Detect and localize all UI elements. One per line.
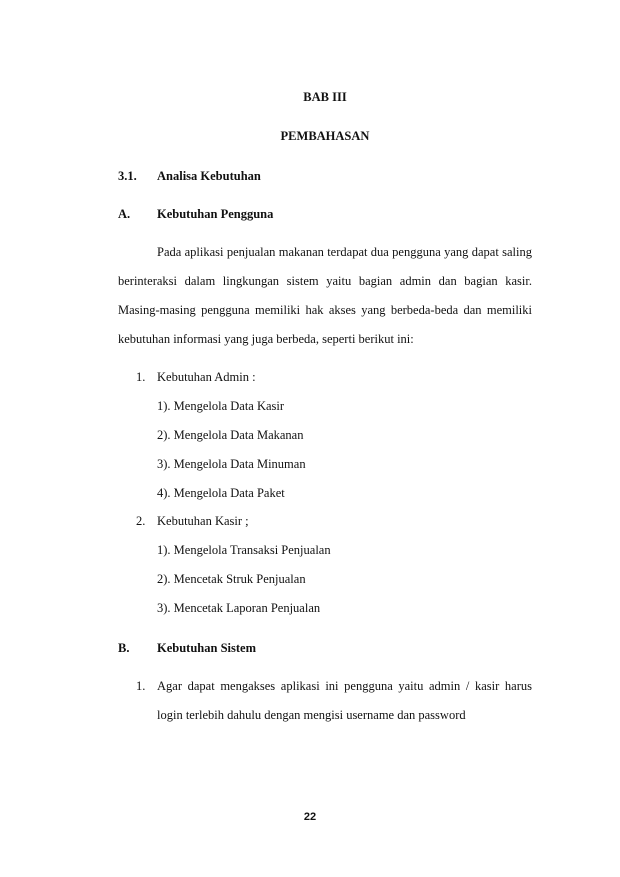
chapter-label: BAB III [303,90,347,104]
paragraph-line: Masing-masing pengguna memiliki hak akses yang berbeda-beda dan memiliki [118,303,532,317]
subsection-heading: Kebutuhan Pengguna [157,207,274,221]
list-number: 1. [136,679,146,693]
paragraph-line: Pada aplikasi penjualan makanan terdapat dua pengguna yang dapat saling [157,245,532,259]
list-label: Kebutuhan Admin : [157,370,256,384]
list-item: 1). Mengelola Data Kasir [157,399,285,413]
list-label: Kebutuhan Kasir ; [157,514,249,528]
subsection-letter: A. [118,207,131,221]
list-item: 2). Mencetak Struk Penjualan [157,572,306,586]
section-heading: Analisa Kebutuhan [157,169,261,183]
paragraph-line: kebutuhan informasi yang juga berbeda, seperti berikut ini: [118,332,414,346]
list-number: 1. [136,370,146,384]
section-number: 3.1. [118,169,137,183]
list-item: 4). Mengelola Data Paket [157,486,285,500]
chapter-title: PEMBAHASAN [280,129,370,143]
list-item: 1). Mengelola Transaksi Penjualan [157,543,331,557]
page-number: 22 [303,811,317,823]
list-item: Agar dapat mengakses aplikasi ini pengguna yaitu admin / kasir harus [157,679,532,693]
list-number: 2. [136,514,146,528]
list-item: login terlebih dahulu dengan mengisi username dan password [157,708,466,722]
list-item: 3). Mencetak Laporan Penjualan [157,601,321,615]
list-item: 3). Mengelola Data Minuman [157,457,306,471]
paragraph-line: berinteraksi dalam lingkungan sistem yaitu bagian admin dan bagian kasir. [118,274,532,288]
list-item: 2). Mengelola Data Makanan [157,428,304,442]
subsection-letter: B. [118,641,130,655]
subsection-heading: Kebutuhan Sistem [157,641,256,655]
